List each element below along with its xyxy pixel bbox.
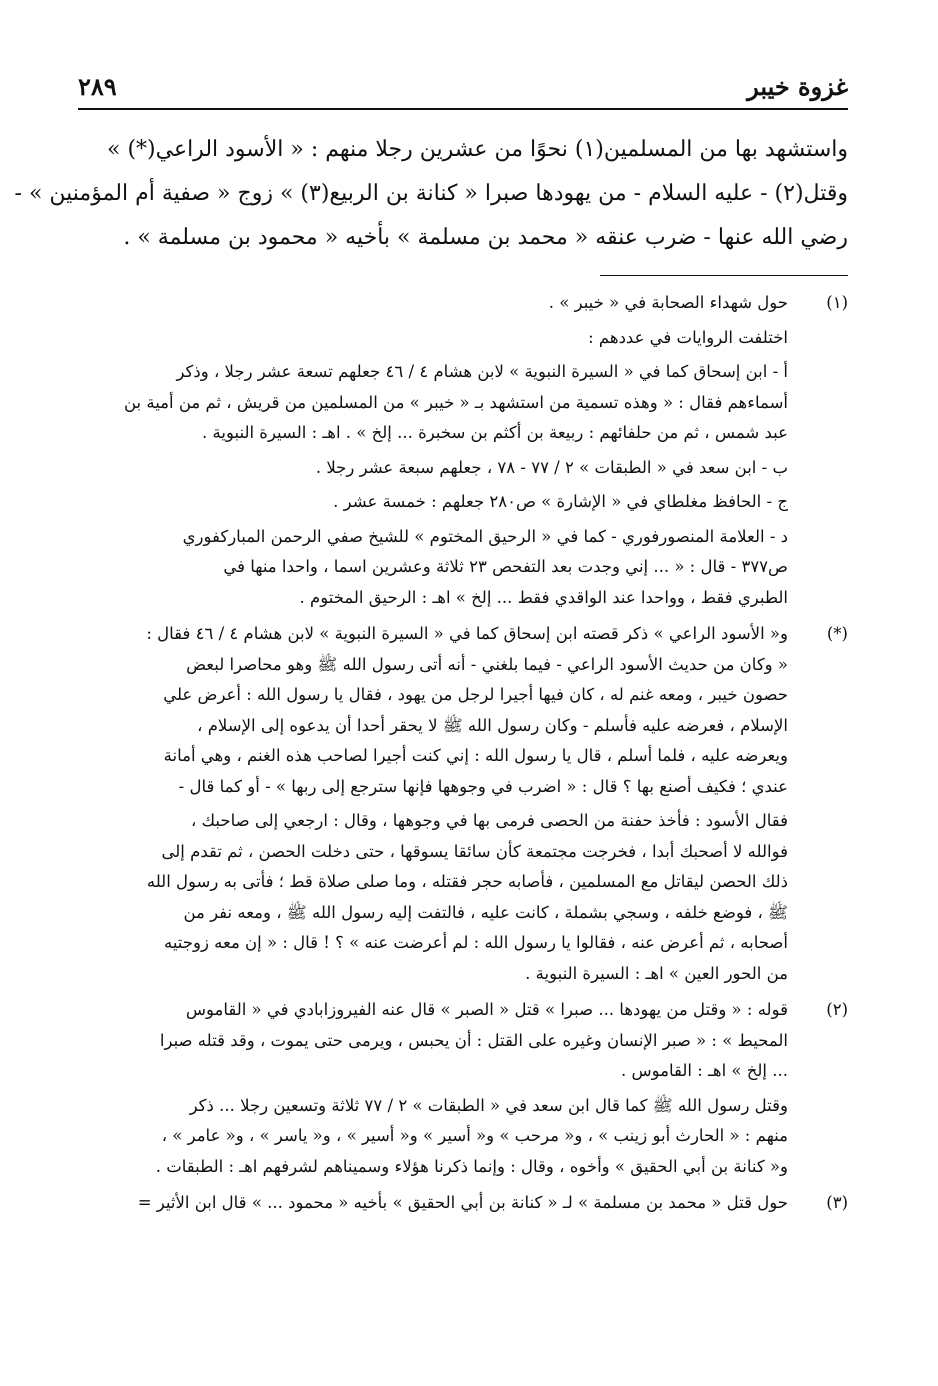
footnote-marker: (٢): [826, 1000, 848, 1019]
footnote-paragraph: [78, 288, 788, 319]
footnote-line: حول قتل « محمد بن مسلمة » لـ « كنانة بن أبي الحقيق » بأخيه « محمود ... » قال ابن الأثير =: [137, 1193, 788, 1212]
footnote-line: حول شهداء الصحابة في « خيبر » .: [548, 293, 788, 312]
footnote-line: من الحور العين » اهـ : السيرة النبوية .: [525, 963, 788, 983]
main-text-line: وقتل(٢) - عليه السلام - من يهودها صبرا « كنانة بن الربيع(٣) » زوج « صفية أم المؤمنين » -: [14, 181, 848, 206]
footnote-line: ص٣٧٧ - قال : « ... إني وجدت بعد التفحص ٢٣ ثلاثة وعشرين اسما ، واحدا منها في: [223, 557, 788, 576]
footnote-paragraph: [78, 1091, 788, 1183]
footnote-paragraph: [78, 522, 788, 614]
footnote-line: ذلك الحصن ليقاتل مع المسلمين ، فأصابه حجر فقتله ، وما صلى صلاة قط ؛ فأتى به رسول الله: [146, 872, 788, 891]
footnote-line: فوالله لا أصحبك أبدا ، فخرجت مجتمعة كأن سائقا يسوقها ، حتى دخلت الحصن ، ثم تقدم إلى: [161, 841, 788, 861]
footnote-paragraph: [78, 357, 788, 449]
footnote-line: ... إلخ » اهـ : القاموس .: [621, 1061, 788, 1080]
footnote-line: منهم : « الحارث أبو زينب » ، و« مرحب » و« أسير » و« أسير » ، و« ياسر » ، و« عامر » ،: [161, 1126, 788, 1145]
footnote-line: الطبري فقط ، وواحدا عند الواقدي فقط ... إلخ » اهـ : الرحيق المختوم .: [299, 587, 788, 607]
footnote-line: وقتل رسول الله ﷺ كما قال ابن سعد في « الطبقات » ٢ / ٧٧ ثلاثة وتسعين رجلا ... ذكر: [189, 1095, 788, 1115]
footnote-paragraph: [78, 487, 788, 518]
footnote-paragraph: [78, 995, 788, 1087]
footnote-line: الإسلام ، فعرضه عليه فأسلم - وكان رسول الله ﷺ لا يحقر أحدا أن يدعوه إلى الإسلام ،: [197, 715, 788, 735]
footnotes: [78, 288, 848, 1223]
footnote-line: و« كنانة بن أبي الحقيق » وأخوه ، وقال : وإنما ذكرنا هؤلاء وسميناهم لشرفهم اهـ : الطبقات .: [155, 1156, 788, 1176]
footnote-line: ج - الحافظ مغلطاي في « الإشارة » ص٢٨٠ جعلهم : خمسة عشر .: [333, 492, 788, 511]
footnote-line: ب - ابن سعد في « الطبقات » ٢ / ٧٧ - ٧٨ ، جعلهم سبعة عشر رجلا .: [315, 457, 788, 477]
footnote-line: اختلفت الروايات في عددهم :: [588, 327, 788, 347]
footnote-paragraph: [78, 453, 788, 484]
footnote-marker: (*): [826, 624, 848, 643]
footnote-line: عندي ؛ فكيف أصنع بها ؟ قال : « اضرب في وجوهها فإنها سترجع إلى ربها » - أو كما قال -: [178, 776, 788, 796]
footnote-line: ويعرضه عليه ، فلما أسلم ، قال يا رسول الله : إني كنت أجيرا لصاحب هذه الغنم ، وهي أمانة: [163, 746, 788, 765]
chapter-title: غزوة خيبر: [747, 72, 848, 101]
footnote-marker: (١): [826, 293, 848, 312]
footnote-line: د - العلامة المنصورفوري - كما في « الرحيق المختوم » للشيخ صفي الرحمن المباركفوري: [182, 526, 788, 546]
footnote-line: حصون خيبر ، ومعه غنم له ، كان فيها أجيرا لرجل من يهود ، فقال يا رسول الله : أعرض علي: [163, 685, 788, 704]
main-text-line: واستشهد بها من المسلمين(١) نحوًا من عشرين رجلا منهم : « الأسود الراعي(*) »: [106, 137, 848, 162]
footnote-paragraph: [78, 619, 788, 802]
footnote-line: فقال الأسود : فأخذ حفنة من الحصى فرمى بها في وجوهها ، وقال : ارجعي إلى صاحبك ،: [190, 811, 788, 830]
footnote-1: [78, 288, 848, 613]
footnote-paragraph: [78, 806, 788, 989]
main-text-line: رضي الله عنها - ضرب عنقه « محمد بن مسلمة » بأخيه « محمود بن مسلمة » .: [123, 225, 848, 250]
footnote-paragraph: [78, 323, 788, 354]
page-number: ٢٨٩: [78, 72, 117, 101]
footnote-line: « وكان من حديث الأسود الراعي - فيما بلغني - أنه أتى رسول الله ﷺ وهو محاصرا لبعض: [186, 654, 788, 674]
footnote-line: عبد شمس ، ثم من حلفائهم : ربيعة بن أكثم بن سخبرة ... إلخ » . اهـ : السيرة النبوية .: [202, 423, 788, 442]
footnote-line: قوله : « وقتل من يهودها ... صبرا » قتل « الصبر » قال عنه الفيروزابادي في « القاموس: [185, 1000, 788, 1019]
footnote-marker: (٣): [826, 1193, 848, 1212]
footnote-line: أسماءهم فقال : « وهذه تسمية من استشهد بـ « خيبر » من المسلمين من قريش ، ثم من أمية بن: [123, 392, 788, 412]
footnote-3: [78, 1188, 848, 1219]
footnote-star: [78, 619, 848, 989]
footnote-line: أ - ابن إسحاق كما في « السيرة النبوية » لابن هشام ٤ / ٤٦ جعلهم تسعة عشر رجلا ، وذكر: [176, 362, 788, 381]
page-header: [78, 62, 848, 110]
footnote-line: و« الأسود الراعي » ذكر قصته ابن إسحاق كما في « السيرة النبوية » لابن هشام ٤ / ٤٦ فقال :: [146, 624, 788, 643]
footnote-line: ﷺ ، فوضع خلفه ، وسجي بشملة ، كانت عليه ، فالتفت إليه رسول الله ﷺ ، ومعه نفر من: [183, 902, 788, 922]
main-text: [14, 128, 848, 260]
footnote-paragraph: [78, 1188, 788, 1219]
footnote-line: المحيط » : « صبر الإنسان وغيره على القتل : أن يحبس ، ويرمى حتى يموت ، وقد قتله صبرا: [159, 1030, 788, 1050]
footnote-line: أصحابه ، ثم أعرض عنه ، فقالوا يا رسول الله : لم أعرضت عنه » ؟ ! قال : « إن معه زوجتيه: [163, 933, 788, 952]
footnote-2: [78, 995, 848, 1182]
footnote-separator: [600, 275, 848, 276]
